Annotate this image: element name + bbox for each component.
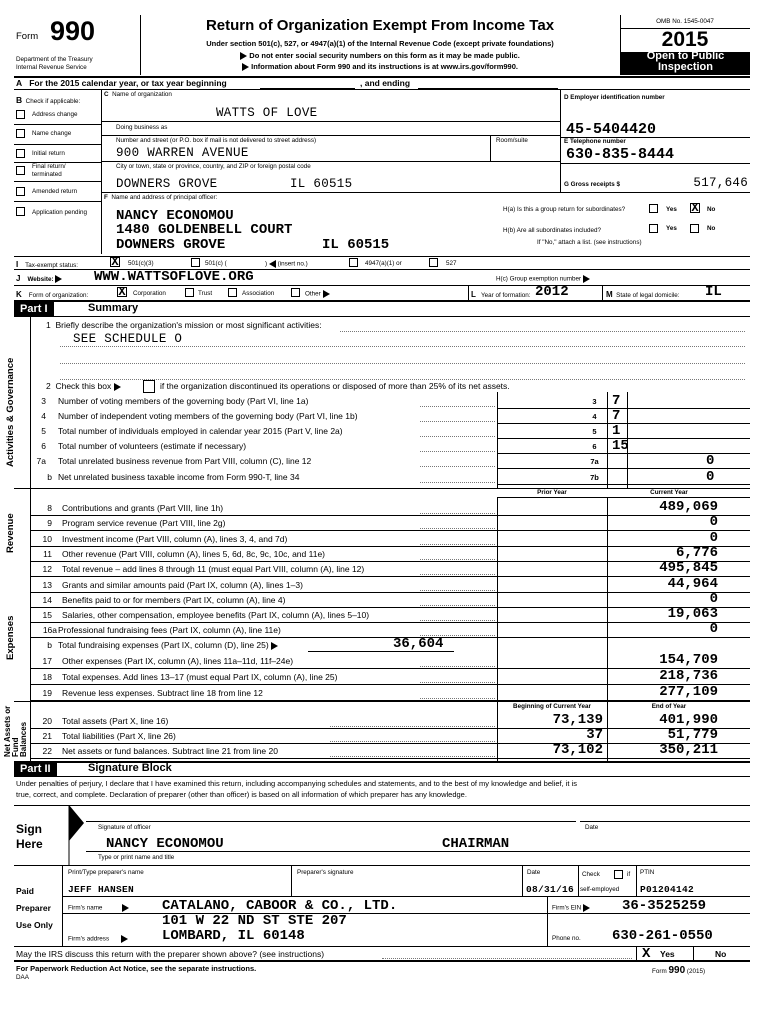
street-label: Number and street (or P.O. box if mail is not delivered to street address) (116, 137, 317, 144)
firm-ein[interactable]: 36-3525259 (622, 898, 707, 914)
current-value[interactable]: 19,063 (667, 606, 718, 622)
state-domicile-label: M State of legal domicile: (606, 290, 680, 299)
row-rule (30, 622, 497, 623)
row-rule (497, 423, 750, 424)
line16b-text: Total fundraising expenses (Part IX, column (D), line 25) (58, 640, 278, 650)
application-pending-checkbox[interactable] (16, 207, 25, 216)
discuss-no-label: No (715, 949, 727, 959)
net-line-num: 20 (42, 716, 52, 726)
row-rule (30, 684, 497, 685)
final-return-label: Final return/ terminated (32, 163, 66, 178)
part2-label: Part II (14, 762, 57, 776)
line-text: Investment income (Part VIII, column (A), lines 3, 4, and 7d) (62, 534, 288, 544)
side-expenses: Expenses (5, 615, 16, 660)
self-employed-checkbox[interactable] (614, 870, 623, 879)
gov-line-text: Total number of volunteers (estimate if necessary) (58, 441, 247, 451)
firm-street[interactable]: 101 W 22 ND ST STE 207 (162, 913, 347, 929)
line16b-num: b (47, 640, 52, 650)
firm-name[interactable]: CATALANO, CABOOR & CO., LTD. (162, 898, 398, 914)
leader-dots (420, 544, 495, 545)
gov-line-num: 3 (41, 396, 46, 406)
row-rule (30, 561, 497, 562)
footer-form-label: Form 990 (2015) (652, 965, 706, 976)
arrow-icon (583, 275, 590, 283)
dba-label: Doing business as (116, 124, 168, 131)
ssn-notice: Do not enter social security numbers on this form as it may be made public. (140, 51, 620, 60)
discontinued-checkbox[interactable] (143, 380, 155, 393)
website-value[interactable]: WWW.WATTSOFLOVE.ORG (94, 269, 254, 285)
phone-value[interactable]: 630-835-8444 (566, 146, 675, 163)
arrow-icon (240, 52, 247, 60)
omb-number: OMB No. 1545-0047 (656, 18, 714, 25)
line-num: 14 (42, 595, 52, 605)
net-line-num: 21 (42, 731, 52, 741)
row-rule (30, 515, 497, 516)
paid-preparer-label: Paid Preparer Use Only (16, 886, 53, 930)
row-rule (30, 668, 497, 669)
preparer-name[interactable]: JEFF HANSEN (68, 884, 135, 895)
gov-line-value[interactable]: 7 (612, 408, 621, 424)
current-value[interactable]: 0 (709, 591, 718, 607)
website-label: J Website: (16, 274, 62, 283)
arrow-icon (323, 290, 330, 298)
arrow-icon (583, 904, 590, 912)
current-year-header: Current Year (650, 489, 688, 496)
leader-dots (330, 741, 495, 742)
association-label: Association (242, 290, 275, 297)
discuss-yes-label: Yes (660, 949, 675, 959)
527-label: 527 (446, 260, 457, 267)
leader-dots (420, 528, 495, 529)
gov-line-value[interactable]: 0 (706, 453, 715, 469)
firm-phone-label: Phone no. (552, 935, 581, 942)
line-num: 11 (43, 549, 52, 559)
gov-line-value[interactable]: 1 (612, 423, 621, 439)
line-a: A For the 2015 calendar year, or tax year beginning (16, 78, 227, 88)
leader-dots (420, 590, 495, 591)
arrow-icon (122, 904, 129, 912)
row-rule (30, 576, 497, 577)
self-employed-label: self-employed (580, 886, 620, 893)
net-line-num: 22 (42, 746, 52, 756)
arrow-icon (242, 63, 249, 71)
line-text: Other expenses (Part IX, column (A), lines 11a–11d, 11f–24e) (62, 656, 294, 666)
year-formation-value[interactable]: 2012 (535, 284, 569, 300)
line-num: 17 (42, 656, 52, 666)
gov-line-text: Number of independent voting members of the governing body (Part VI, line 1b) (58, 411, 358, 421)
year-formation-label: L Year of formation: (471, 290, 531, 299)
row-rule (30, 607, 497, 608)
hb-yes-checkbox[interactable] (649, 224, 658, 233)
leader-dots (420, 406, 495, 407)
line-num: 13 (42, 580, 52, 590)
corporation-checkbox[interactable]: X (118, 285, 126, 299)
ha-yes-label: Yes (666, 206, 677, 213)
4947-checkbox[interactable] (349, 258, 358, 267)
part1-title: Summary (88, 302, 139, 314)
preparer-sig-label: Preparer's signature (297, 869, 354, 876)
room-suite-label: Room/suite (496, 137, 528, 144)
leader-dots (330, 726, 495, 727)
initial-return-checkbox[interactable] (16, 149, 25, 158)
leader-dots (420, 421, 495, 422)
penalty-line1: Under penalties of perjury, I declare that I have examined this return, including accompanying schedules and statements, and to the best of my knowledge and belief, it is (16, 779, 578, 788)
leader-dots (420, 574, 495, 575)
line-num: 12 (42, 564, 52, 574)
begin-value[interactable]: 73,102 (552, 742, 603, 758)
line16b-value[interactable]: 36,604 (393, 636, 444, 652)
leader-dots (420, 436, 495, 437)
sign-date-label: Date (585, 824, 599, 831)
current-value[interactable]: 218,736 (659, 668, 718, 684)
line-num: 8 (47, 503, 52, 513)
501c3-label: 501(c)(3) (128, 260, 154, 267)
org-name[interactable]: WATTS OF LOVE (216, 106, 318, 120)
amended-return-label: Amended return (32, 188, 78, 195)
current-value[interactable]: 277,109 (659, 684, 718, 700)
other-label: Other (305, 290, 330, 298)
leader-dots (420, 666, 495, 667)
form-of-org-label: K Form of organization: (16, 290, 89, 299)
org-name-label: C Name of organization (104, 91, 172, 98)
gov-line-text: Number of voting members of the governing body (Part VI, line 1a) (58, 396, 309, 406)
side-revenue: Revenue (5, 513, 16, 553)
mission-value[interactable]: SEE SCHEDULE O (73, 332, 183, 346)
gov-line-box: 6 (592, 442, 597, 451)
ha-no-checkbox[interactable]: X (691, 201, 699, 215)
open-to-public: Open to Public Inspection (646, 50, 725, 73)
paperwork-notice: For Paperwork Reduction Act Notice, see the separate instructions. (16, 964, 257, 973)
sign-label: Sign (16, 822, 42, 836)
here-label: Here (16, 837, 43, 851)
501c-close: ) (insert no.) (265, 260, 308, 268)
org-street[interactable]: 900 WARREN AVENUE (116, 146, 249, 160)
arrow-icon (55, 275, 62, 283)
h-b-label: H(b) Are all subordinates included? (503, 227, 602, 234)
prior-year-header: Prior Year (537, 489, 567, 496)
arrow-icon (121, 935, 128, 943)
net-line-text: Net assets or fund balances. Subtract line 21 from line 20 (62, 746, 278, 756)
officer-sig-name[interactable]: NANCY ECONOMOU (106, 836, 224, 852)
part2-title: Signature Block (88, 762, 172, 774)
phone-label: E Telephone number (564, 138, 626, 145)
irs-label: Internal Revenue Service (16, 64, 87, 71)
row-rule (30, 758, 750, 759)
h-a-label: H(a) Is this a group return for subordinates? (503, 206, 626, 213)
current-value[interactable]: 0 (709, 514, 718, 530)
arrow-icon (271, 642, 278, 650)
gov-line-num: 5 (41, 426, 46, 436)
begin-value[interactable]: 73,139 (552, 712, 603, 728)
name-change-checkbox[interactable] (16, 129, 25, 138)
ha-no-label: No (707, 206, 716, 213)
ein-label: D Employer identification number (564, 94, 665, 101)
final-return-checkbox[interactable] (16, 166, 25, 175)
end-value[interactable]: 350,211 (659, 742, 718, 758)
line1-text: 1 Briefly describe the organization's mission or most significant activities: (46, 320, 322, 330)
leader-dots (420, 451, 495, 452)
row-rule (30, 592, 497, 593)
discuss-yes-x[interactable]: X (642, 946, 651, 962)
principal-officer-label: F Name and address of principal officer: (104, 194, 218, 201)
line-num: 16a (42, 625, 57, 635)
side-net-assets: Net Assets or Fund Balances (3, 705, 28, 757)
sign-here-arrow-icon (66, 805, 84, 865)
preparer-date[interactable]: 08/31/16 (526, 884, 575, 895)
leader-dots (420, 559, 495, 560)
officer-name[interactable]: NANCY ECONOMOU (116, 208, 234, 224)
gov-line-box: 7a (590, 457, 599, 466)
row-rule (30, 530, 497, 531)
state-domicile-value[interactable]: IL (705, 284, 722, 300)
line-text: Total revenue – add lines 8 through 11 (must equal Part VIII, column (A), line 12) (62, 564, 365, 574)
current-value[interactable]: 495,845 (659, 560, 718, 576)
current-value[interactable]: 489,069 (659, 499, 718, 515)
org-city[interactable]: DOWNERS GROVE (116, 177, 218, 191)
hb-no-label: No (707, 225, 716, 232)
arrow-icon (114, 383, 121, 391)
ha-yes-checkbox[interactable] (649, 204, 658, 213)
gov-line-value[interactable]: 15 (612, 438, 629, 454)
officer-street[interactable]: 1480 GOLDENBELL COURT (116, 222, 293, 238)
gov-line-num: 6 (41, 441, 46, 451)
corporation-label: Corporation (133, 290, 166, 297)
address-change-label: Address change (32, 111, 78, 118)
gov-line-value[interactable]: 7 (612, 393, 621, 409)
check-if-applicable: B Check if applicable: (16, 95, 81, 105)
daa-label: DAA (16, 974, 29, 981)
preparer-ptin[interactable]: P01204142 (640, 884, 695, 895)
form-subtitle: Under section 501(c), 527, or 4947(a)(1) of the Internal Revenue Code (except private foundations) (206, 39, 554, 48)
signature-label: Signature of officer (98, 824, 151, 831)
gov-line-num: 7a (36, 456, 46, 466)
trust-label: Trust (198, 290, 213, 297)
gov-line-text: Total unrelated business revenue from Part VIII, column (C), line 12 (58, 456, 312, 466)
line-text: Grants and similar amounts paid (Part IX, column (A), lines 1–3) (62, 580, 303, 590)
gross-receipts-label: G Gross receipts $ (564, 181, 620, 188)
row-rule (30, 546, 497, 547)
leader-dots (420, 682, 495, 683)
line-text: Benefits paid to or for members (Part IX, column (A), line 4) (62, 595, 286, 605)
net-line-text: Total assets (Part X, line 16) (62, 716, 169, 726)
line2-text-b: if the organization discontinued its operations or disposed of more than 25% of its net assets. (160, 381, 510, 391)
gov-line-box: 4 (592, 412, 597, 421)
initial-return-label: Initial return (32, 150, 65, 157)
other-checkbox[interactable] (291, 288, 300, 297)
if-label: if (627, 871, 631, 878)
preparer-name-label: Print/Type preparer's name (68, 869, 144, 876)
gov-line-text: Total number of individuals employed in calendar year 2015 (Part V, line 2a) (58, 426, 343, 436)
line-text: Total expenses. Add lines 13–17 (must equal Part IX, column (A), line 25) (62, 672, 338, 682)
line-num: 9 (47, 518, 52, 528)
form-label: Form (16, 31, 39, 42)
row-rule (497, 408, 750, 409)
ptin-label: PTIN (640, 869, 655, 876)
part1-label: Part I (14, 302, 54, 316)
501c3-checkbox[interactable]: X (111, 255, 119, 269)
firm-ein-label: Firm's EIN (552, 904, 590, 912)
row-rule (497, 484, 750, 485)
form-number: 990 (50, 16, 96, 46)
tax-exempt-status-label: I Tax-exempt status: (16, 260, 78, 269)
gov-line-box: 5 (592, 427, 597, 436)
gov-line-box: 3 (592, 397, 597, 406)
penalty-line2: true, correct, and complete. Declaration of preparer (other than officer) is based on all information of which preparer has any knowledge. (16, 790, 467, 799)
dept-treasury: Department of the Treasury (16, 56, 93, 63)
firm-city[interactable]: LOMBARD, IL 60148 (162, 928, 305, 944)
firm-name-label: Firm's name (68, 904, 129, 912)
info-notice: Information about Form 990 and its instructions is at www.irs.gov/form990. (140, 62, 620, 71)
trust-checkbox[interactable] (185, 288, 194, 297)
end-year-header: End of Year (651, 703, 687, 710)
line-text: Revenue less expenses. Subtract line 18 from line 12 (62, 688, 263, 698)
side-activities-governance: Activities & Governance (5, 357, 16, 467)
tax-year: 2015 (661, 28, 709, 51)
officer-city[interactable]: DOWNERS GROVE (116, 237, 226, 253)
4947-label: 4947(a)(1) or (365, 260, 402, 267)
officer-state-zip[interactable]: IL 60515 (322, 237, 390, 253)
leader-dots (420, 620, 495, 621)
hb-yes-label: Yes (666, 225, 677, 232)
preparer-date-label: Date (527, 869, 541, 876)
line-num: 15 (42, 610, 52, 620)
gross-receipts-value[interactable]: 517,646 (693, 176, 748, 190)
501c-checkbox[interactable] (191, 258, 200, 267)
row-rule (497, 637, 750, 638)
h-b-note: If "No," attach a list. (see instructions) (537, 239, 642, 246)
current-value[interactable]: 6,776 (675, 545, 718, 561)
end-value[interactable]: 401,990 (659, 712, 718, 728)
gov-line-box: 7b (590, 473, 599, 482)
leader-dots (420, 698, 495, 699)
end-value[interactable]: 51,779 (667, 727, 718, 743)
line-a-ending: , and ending (360, 78, 411, 88)
current-value[interactable]: 44,964 (667, 576, 718, 592)
ein-value[interactable]: 45-5404420 (566, 121, 657, 138)
line-text: Program service revenue (Part VIII, line 2g) (62, 518, 226, 528)
beginning-year-header: Beginning of Current Year (513, 703, 591, 710)
amended-return-checkbox[interactable] (16, 187, 25, 196)
arrow-left-icon (269, 260, 276, 268)
net-line-text: Total liabilities (Part X, line 26) (62, 731, 176, 741)
line-text: Salaries, other compensation, employee benefits (Part IX, column (A), lines 5–10) (62, 610, 370, 620)
gov-line-num: b (47, 472, 52, 482)
gov-line-value[interactable]: 0 (706, 469, 715, 485)
current-value[interactable]: 0 (709, 530, 718, 546)
org-state-zip[interactable]: IL 60515 (290, 177, 353, 191)
leader-dots (420, 605, 495, 606)
current-value[interactable]: 154,709 (659, 652, 718, 668)
line-num: 18 (42, 672, 52, 682)
firm-address-label: Firm's address (68, 935, 128, 943)
name-change-label: Name change (32, 130, 72, 137)
line-text: Other revenue (Part VIII, column (A), lines 5, 6d, 8c, 9c, 10c, and 11e) (62, 549, 325, 559)
leader-dots (420, 513, 495, 514)
leader-dots (330, 756, 495, 757)
hb-no-checkbox[interactable] (690, 224, 699, 233)
line2-text-a: 2 Check this box (46, 381, 121, 391)
line-text: Contributions and grants (Part VIII, line 1h) (62, 503, 224, 513)
officer-sig-title[interactable]: CHAIRMAN (442, 836, 510, 852)
application-pending-label: Application pending (32, 209, 87, 216)
group-exemption-label: H(c) Group exemption number (496, 275, 590, 283)
current-value[interactable]: 0 (709, 621, 718, 637)
gov-line-num: 4 (41, 411, 46, 421)
leader-dots (420, 482, 495, 483)
discuss-text: May the IRS discuss this return with the preparer shown above? (see instructions) (16, 949, 325, 959)
address-change-checkbox[interactable] (16, 110, 25, 119)
city-label: City or town, state or province, country, and ZIP or foreign postal code (116, 163, 311, 170)
527-checkbox[interactable] (429, 258, 438, 267)
form-title: Return of Organization Exempt From Income Tax (205, 17, 555, 34)
501c-label: 501(c) ( (205, 260, 227, 267)
begin-value[interactable]: 37 (586, 727, 603, 743)
line-num: 10 (42, 534, 52, 544)
line-num: 19 (42, 688, 52, 698)
leader-dots (420, 466, 495, 467)
line-text: Professional fundraising fees (Part IX, column (A), line 11e) (58, 625, 281, 635)
gov-line-text: Net unrelated business taxable income from Form 990-T, line 34 (58, 472, 300, 482)
check-label: Check (582, 871, 600, 878)
type-name-title-label: Type or print name and title (98, 854, 175, 861)
firm-phone[interactable]: 630-261-0550 (612, 928, 713, 944)
association-checkbox[interactable] (228, 288, 237, 297)
